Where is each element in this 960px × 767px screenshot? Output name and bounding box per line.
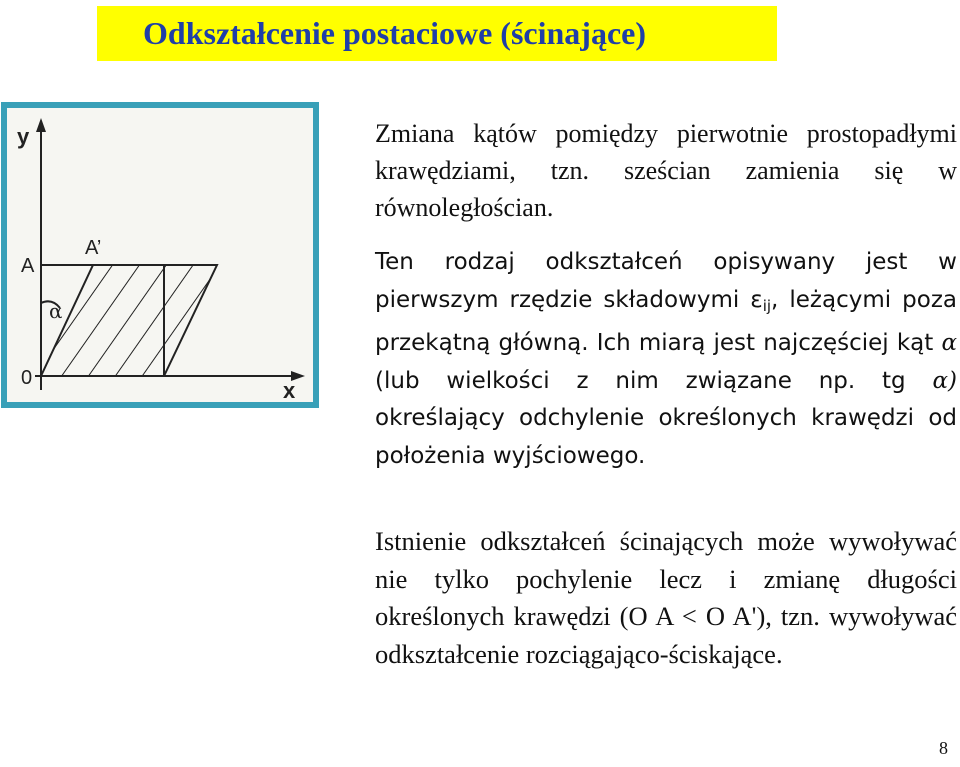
paragraph-conclusion	[375, 523, 957, 673]
paragraph-intro-text: Zmiana kątów pomiędzy pierwotnie prostopadłymi krawędziami, tzn. sześcian zamienia się w równoległościan.	[375, 119, 957, 222]
paragraph-intro	[375, 115, 957, 226]
p2-part2: , leżącymi poza przekątną główną. Ich miarą jest najczęściej kąt	[375, 286, 957, 356]
alpha-label: α	[49, 299, 63, 323]
alpha-symbol-tg: α)	[932, 367, 957, 394]
alpha-symbol: α	[941, 330, 957, 356]
epsilon-symbol: ε	[750, 286, 763, 313]
paragraph-conclusion-text: Istnienie odkształceń ścinających może wywoływać nie tylko pochylenie lecz i zmianę długości określonych krawędzi (O A < O A'), tzn. wywoływać odkształcenie rozciągająco-ściskające.	[375, 526, 957, 669]
title-banner	[97, 6, 777, 61]
y-axis-arrow	[36, 118, 46, 132]
sheared-shape	[41, 265, 217, 376]
a-label: A	[21, 255, 35, 277]
x-label: x	[283, 378, 296, 402]
p2-part4: określający odchylenie określonych krawędzi od położenia wyjściowego.	[375, 405, 957, 469]
slide-title: Odkształcenie postaciowe (ścinające)	[143, 15, 647, 51]
origin-label: 0	[21, 367, 33, 389]
shear-diagram	[7, 108, 313, 402]
shear-strain-figure	[1, 102, 319, 408]
p2-part1: Ten rodzaj odkształceń opisywany jest w pierwszym rzędzie składowymi	[375, 249, 957, 313]
epsilon-subscript: ij	[762, 296, 772, 315]
y-label: y	[17, 124, 30, 149]
paragraph-description-text	[375, 244, 957, 475]
a-prime-label: A’	[85, 237, 102, 259]
p2-part3: (lub wielkości z nim związane np. tg	[375, 367, 933, 394]
page-number: 8	[939, 738, 948, 758]
paragraph-description	[375, 244, 957, 475]
